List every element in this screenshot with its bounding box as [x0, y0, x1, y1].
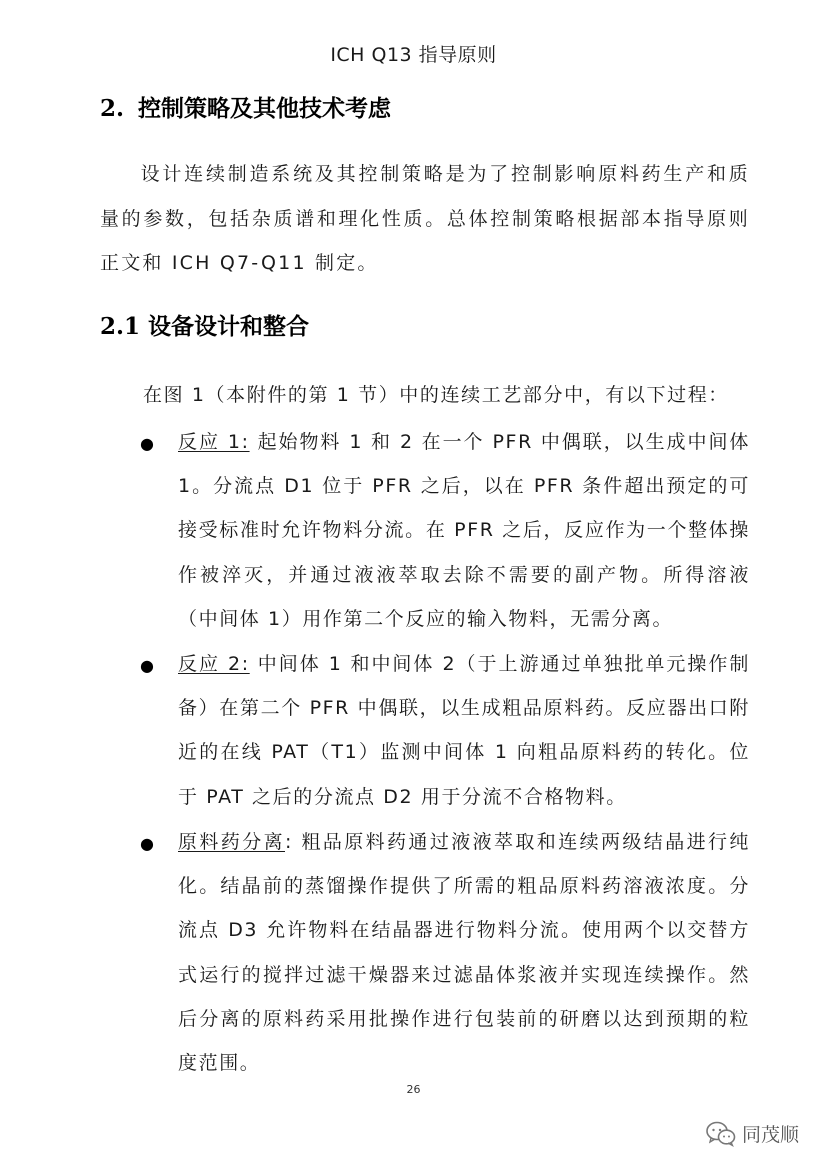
- section-2-title: 控制策略及其他技术考虑: [138, 95, 391, 122]
- list-item-text: : 粗品原料药通过液液萃取和连续两级结晶进行纯化。结晶前的蒸馏操作提供了所需的粗品原料药溶液浓度。分流点 D3 允许物料在结晶器进行物料分流。使用两个以交替方式运行的搅拌过滤干燥器来过滤晶体浆液并实现连续操作。然后分离的原料药采用批操作进行包装前的研磨以达到预期的粒度范围。: [178, 831, 750, 1075]
- section-2-paragraph: [100, 152, 750, 286]
- section-2-1-heading: [100, 308, 309, 341]
- watermark: [706, 1120, 799, 1147]
- bullet-icon: ●: [140, 834, 154, 853]
- list-item-reaction-2: [178, 642, 750, 819]
- bullet-icon: ●: [140, 656, 154, 675]
- section-2-number: 2.: [100, 95, 125, 122]
- section-2-heading: [100, 90, 391, 123]
- page-header: ICH Q13 指导原则: [330, 44, 497, 66]
- list-item-reaction-1: [178, 420, 750, 641]
- list-item-api-isolation: [178, 820, 750, 1085]
- bullet-icon: ●: [140, 434, 154, 453]
- section-2-1-title: 设备设计和整合: [148, 313, 309, 340]
- list-item-text: 起始物料 1 和 2 在一个 PFR 中偶联，以生成中间体 1。分流点 D1 位于 PFR 之后，以在 PFR 条件超出预定的可接受标准时允许物料分流。在 PFR 之后，反应作为一个整体操作被淬灭，并通过液液萃取去除不需要的副产物。所得溶液（中间体 1）用作第二个反应的输入物料，无需分离。: [178, 431, 750, 630]
- list-item-term: 反应 1:: [178, 431, 250, 453]
- watermark-text: 同茂顺: [741, 1124, 799, 1146]
- list-item-text: 中间体 1 和中间体 2（于上游通过单独批单元操作制备）在第二个 PFR 中偶联，以生成粗品原料药。反应器出口附近的在线 PAT（T1）监测中间体 1 向粗品原料药的转化。位于 PAT 之后的分流点 D2 用于分流不合格物料。: [178, 653, 750, 808]
- wechat-icon: [706, 1121, 736, 1147]
- list-item-term: 原料药分离: [178, 831, 285, 853]
- section-2-paragraph-text: 设计连续制造系统及其控制策略是为了控制影响原料药生产和质量的参数，包括杂质谱和理化性质。总体控制策略根据部本指导原则正文和 ICH Q7-Q11 制定。: [100, 163, 750, 274]
- section-2-1-intro: 在图 1（本附件的第 1 节）中的连续工艺部分中，有以下过程：: [143, 384, 729, 406]
- section-2-1-number: 2.1: [100, 313, 141, 340]
- page-number: 26: [406, 1083, 421, 1096]
- list-item-term: 反应 2:: [178, 653, 250, 675]
